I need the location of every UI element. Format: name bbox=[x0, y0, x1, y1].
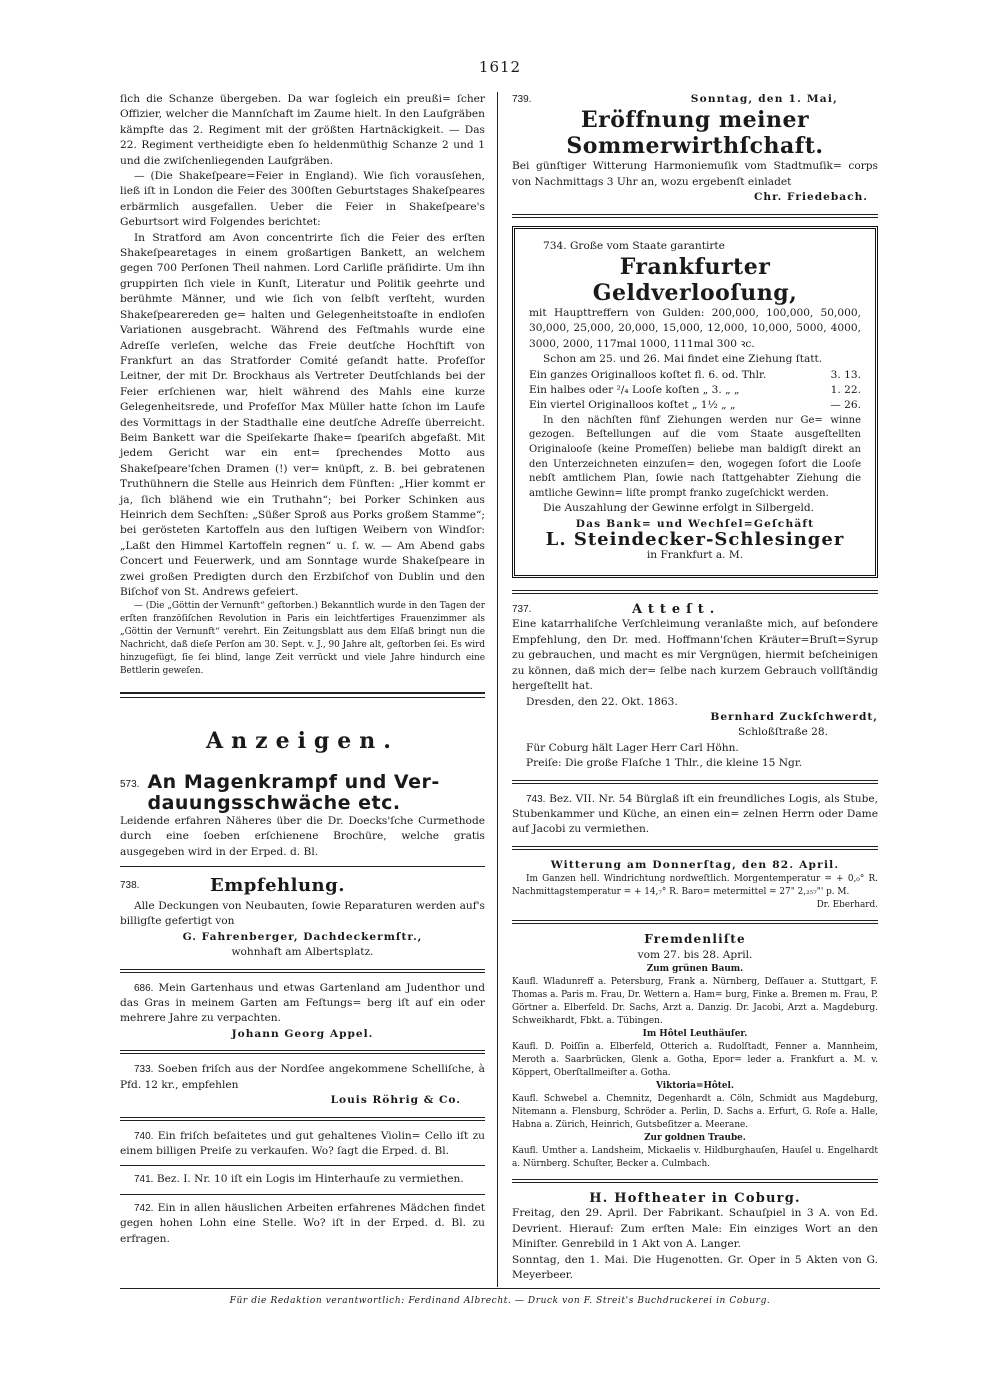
ad-text: Mein Gartenhaus und etwas Gartenland am Judenthor und das Gras in meinem Garten am Feſtungs= berg iſt auf ein oder mehrere Jahre zu verpachten. bbox=[120, 981, 485, 1025]
separator bbox=[120, 1117, 485, 1121]
separator bbox=[120, 1165, 485, 1166]
ad-signature: Louis Röhrig & Co. bbox=[330, 1094, 461, 1107]
separator bbox=[120, 866, 485, 867]
ad-738 bbox=[120, 873, 485, 961]
firm-line-1: Das Bank= und Wechſel=Geſchäft bbox=[575, 517, 815, 530]
ad-payout-info: Die Auszahlung der Gewinne erfolgt in Silbergeld. bbox=[543, 502, 815, 515]
ad-prizes: mit Haupttreffern von Gulden: 200,000, 100,000, 50,000, 30,000, 25,000, 20,000, 15,000, 12,000, 10,000, 5000, 4000, 3000, 2000, 117mal 1000, 111mal 300 ꝛc. bbox=[529, 307, 861, 350]
separator bbox=[512, 920, 878, 924]
price-label: Ein viertel Originalloos koſtet „ 1½ „ „ bbox=[529, 399, 736, 412]
ad-headline: Frankfurter Geldverlooſung, bbox=[592, 254, 798, 307]
price-row bbox=[529, 398, 861, 413]
hotel-heading: Zur goldnen Traube. bbox=[644, 1132, 746, 1143]
ad-date: Sonntag, den 1. Mai, bbox=[690, 93, 838, 105]
price-value: 3. 13. bbox=[830, 368, 861, 381]
ad-number: 573. bbox=[120, 778, 140, 790]
price-label: Ein ganzes Originalloos koſtet fl. 6. od. Thlr. bbox=[529, 368, 767, 381]
weather-text: Im Ganzen hell. Windrichtung nordweſtlich. Morgentemperatur = + 0,₀° R. Nachmittagstemperatur = + 14,₇° R. Baro= metermittel = 27" 2,₂₅₇"' p. M. bbox=[512, 874, 878, 898]
ad-number: 741. bbox=[134, 1174, 154, 1186]
separator bbox=[120, 969, 485, 973]
ad-text: Ein in allen häuslichen Arbeiten erfahrenes Mädchen findet gegen hohen Lohn eine Stelle. Wo? iſt in der Erped. d. Bl. zu erfragen. bbox=[120, 1201, 485, 1245]
theater-sunday: Sonntag, den 1. Mai. Die Hugenotten. Gr. Oper in 5 Akten von G. Meyerbeer. bbox=[512, 1253, 878, 1281]
left-column bbox=[120, 92, 485, 1252]
ad-number: 738. bbox=[120, 880, 140, 892]
ad-order-info: In den nächſten fünf Ziehungen werden nur Ge= winne gezogen. Beſtellungen auf die vom Staate ausgeſtellten Originalooſe (keine Promeſſen) beliebe man baldigſt direkt an den Unterzeichneten einzuſen= den, wogegen ſofort die Looſe nebſt amtlichem Plan, ſowie nach ſtattgehabter Ziehung die amtliche Gewinn= liſte prompt franko zugeſchickt werden. bbox=[529, 414, 861, 499]
theater-program bbox=[512, 1191, 878, 1283]
ad-depot: Für Coburg hält Lager Herr Carl Höhn. bbox=[526, 741, 739, 754]
ad-text: Alle Deckungen von Neubauten, ſowie Reparaturen werden auf's billigſte gefertigt von bbox=[120, 900, 485, 928]
ad-739 bbox=[512, 92, 878, 206]
ad-headline: An Magenkrampf und Ver- dauungsschwäche etc. bbox=[147, 770, 440, 814]
ad-signature: Bernhard Zuckſchwerdt, bbox=[710, 710, 878, 723]
ad-number: 743. bbox=[526, 793, 546, 805]
ad-number: 739. bbox=[512, 94, 532, 105]
firm-location: in Frankfurt a. M. bbox=[646, 548, 744, 561]
hotel-guests: Kaufl. Wladunreff a. Petersburg, Frank a. Nürnberg, Deſſauer a. Stuttgart, F. Thomas a. Paris m. Frau, Dr. Wettern a. Ham= burg, Finke a. Bremen m. Frau, P. Görtner a. Elberfeld. Dr. Sachs, Arzt a. Danzig. Dr. Jacobi, Arzt a. Magdeburg. Schweikhardt, Fbkt. a. Tübingen. bbox=[512, 976, 878, 1026]
separator bbox=[512, 846, 878, 850]
ad-headline: Eröffnung meiner Sommerwirthſchaft. bbox=[566, 107, 824, 160]
page-number: 1612 bbox=[478, 58, 522, 76]
ad-text: Soeben friſch aus der Nordſee angekommene Schelliſche, à Pfd. 12 kr., empfehlen bbox=[120, 1063, 486, 1091]
separator bbox=[120, 1050, 485, 1054]
theater-title: H. Hoftheater in Coburg. bbox=[589, 1190, 801, 1206]
price-value: — 26. bbox=[830, 399, 861, 412]
ad-prices: Preiſe: Die große Flaſche 1 Thlr., die kleine 15 Ngr. bbox=[526, 757, 803, 770]
column-divider bbox=[497, 92, 498, 1287]
ad-headline: Empfehlung. bbox=[210, 875, 345, 897]
ad-text: Leidende erfahren Näheres über die Dr. Doecks'ſche Curmethode durch eine ſoeben erſchienene Brochüre, welche gratis ausgegeben wird in der Erped. d. Bl. bbox=[120, 814, 485, 858]
ad-text: Bei günſtiger Witterung Harmoniemuſik vom Stadtmuſik= corps von Nachmittags 3 Uhr an, wozu ergebenſt einladet bbox=[512, 160, 878, 188]
ad-number: 686. bbox=[134, 982, 154, 994]
theater-friday: Freitag, den 29. April. Der Fabrikant. Schauſpiel in 3 A. von Ed. Devrient. Hierauf: Zum erſten Male: Ein einziges Wort an den Miniſter. Genrebild in 1 Akt von A. Langer. bbox=[512, 1207, 878, 1251]
guest-list-title: Fremdenliſte bbox=[644, 932, 746, 947]
price-row bbox=[529, 368, 861, 383]
imprint-footer: Für die Redaktion verantwortlich: Ferdinand Albrecht. — Druck von F. Streit's Buchdruckerei in Coburg. bbox=[229, 1296, 771, 1306]
ad-734-lottery-box bbox=[512, 226, 878, 578]
ad-address: Schloßſtraße 28. bbox=[738, 726, 828, 739]
ad-737 bbox=[512, 602, 878, 771]
ad-740 bbox=[120, 1129, 485, 1160]
article-shakespeare-intro: — (Die Shakeſpeare=Feier in England). Wie ſich vorausſehen, ließ iſt in London die Feier des 300ſten Geburtstages Shakeſpeares erbärmlich ausgefallen. Ueber die Feier in Shakeſpeare's Geburtsort wird Folgendes berichtet: bbox=[120, 170, 485, 229]
ad-intro: 734. Große vom Staate garantirte bbox=[543, 239, 725, 252]
separator bbox=[512, 214, 878, 218]
weather-title: Witterung am Donnerſtag, den 82. April. bbox=[550, 858, 840, 871]
ad-text: Bez. VII. Nr. 54 Bürglaß iſt ein freundliches Logis, als Stube, Stubenkammer und Küche, an einen ein= zelnen Herrn oder Dame auf Jacobi zu vermiethen. bbox=[512, 792, 878, 836]
ad-733 bbox=[120, 1062, 485, 1108]
hotel-guests: Kaufl. D. Poiſſin a. Elberfeld, Otterich a. Rudolſtadt, Fenner a. Mannheim, Meroth a. Saarbrücken, Glenk a. Gotha, Epor= leder a. Frankfurt a. M. v. Köppert, Oberſtallmeiſter a. Gotha. bbox=[512, 1041, 878, 1078]
ad-signature: Johann Georg Appel. bbox=[231, 1027, 374, 1040]
separator bbox=[512, 780, 878, 784]
ad-draw-date: Schon am 25. und 26. Mai findet eine Ziehung ſtatt. bbox=[543, 353, 823, 366]
ad-743 bbox=[512, 792, 878, 838]
firm-name: L. Steindecker-Schlesinger bbox=[545, 529, 845, 551]
ad-signature-address: wohnhaft am Albertsplatz. bbox=[231, 946, 374, 959]
ad-text: Bez. I. Nr. 10 iſt ein Logis im Hinterhauſe zu vermiethen. bbox=[156, 1173, 464, 1186]
ad-place-date: Dresden, den 22. Okt. 1863. bbox=[526, 695, 678, 708]
hotel-guests: Kaufl. Umther a. Landsheim, Mickaelis v. Hildburghauſen, Hauſel u. Engelhardt a. Nürnberg. Schuſter, Becker a. Culmbach. bbox=[512, 1145, 878, 1169]
article-goettin-vernunft: — (Die „Göttin der Vernunft“ geſtorben.) Bekanntlich wurde in den Tagen der erſten franzöſiſchen Revolution in Paris ein leichtfertiges Frauenzimmer als „Göttin der Vernunft“ verehrt. Ein Zeitungsblatt aus dem Elſaß bringt nun die Nachricht, daß dieſe Perſon am 30. Sept. v. J., 90 Jahre alt, geſtorben ſei. Es wird hinzugefügt, ſie ſei blind, lange Zeit verrückt und viele Jahre hindurch eine Bettlerin geweſen. bbox=[120, 601, 485, 677]
separator bbox=[512, 1179, 878, 1183]
hotel-guests: Kaufl. Schwebel a. Chemnitz, Degenhardt a. Cöln, Schmidt aus Magdeburg, Nitemann a. Flensburg, Schröder a. Perlin, D. Sachs a. Erfurt, G. Roſe a. Halle, Habna a. Zürich, Heinrich, Gutsbeſitzer a. Meerane. bbox=[512, 1093, 878, 1130]
article-para-1: ſich die Schanze übergeben. Da war ſogleich ein preußi= ſcher Offizier, welcher die Mannſchaft im Zaume hielt. In den Laufgräben kämpfte das 2. Regiment mit der größten Hartnäckigkeit. — Das 22. Regiment vertheidigte eben ſo heldenmüthig Schanze 2 und 1 und die zwiſchenliegenden Laufgräben. bbox=[120, 93, 485, 167]
right-column bbox=[512, 92, 878, 1288]
hotel-heading: Viktoria=Hôtel. bbox=[655, 1080, 735, 1091]
separator bbox=[512, 590, 878, 594]
ad-number: 737. bbox=[512, 604, 532, 616]
ad-signature: Chr. Friedebach. bbox=[753, 191, 868, 204]
hotel-heading: Im Hôtel Leuthäuſer. bbox=[642, 1028, 748, 1039]
ad-text: Ein friſch beſaitetes und gut gehaltenes Violin= Cello iſt zu einem billigen Preiſe zu verkaufen. Wo? ſagt die Erped. d. Bl. bbox=[120, 1129, 485, 1157]
price-row bbox=[529, 383, 861, 398]
ad-742 bbox=[120, 1201, 485, 1247]
separator-double bbox=[120, 692, 485, 698]
guest-list bbox=[512, 932, 878, 1171]
weather-signature: Dr. Eberhard. bbox=[816, 900, 878, 911]
section-title-anzeigen: Anzeigen. bbox=[206, 728, 399, 755]
hotel-heading: Zum grünen Baum. bbox=[646, 963, 744, 974]
separator bbox=[120, 1194, 485, 1195]
ad-573 bbox=[120, 772, 485, 860]
ad-686 bbox=[120, 981, 485, 1043]
weather-report bbox=[512, 858, 878, 912]
ad-headline: Atteſt. bbox=[632, 602, 721, 618]
ad-text: Eine katarrhaliſche Verſchleimung veranlaßte mich, auf beſondere Empfehlung, den Dr. med. Hoffmann'ſchen Kräuter=Bruſt=Syrup zu gebrauchen, und macht es mir Vergnügen, hiermit beſcheinigen zu können, daß mich der= ſelbe nach kurzem Gebrauch vollſtändig hergeſtellt hat. bbox=[512, 618, 878, 693]
ad-741 bbox=[120, 1172, 485, 1187]
ad-number: 740. bbox=[134, 1130, 154, 1142]
price-value: 1. 22. bbox=[830, 384, 861, 397]
ad-number: 733. bbox=[134, 1064, 154, 1076]
price-label: Ein halbes oder ²/₄ Looſe koſten „ 3. „ „ bbox=[529, 384, 740, 397]
guest-list-date: vom 27. bis 28. April. bbox=[637, 948, 753, 961]
ad-signature: G. Fahrenberger, Dachdeckermſtr., bbox=[182, 930, 423, 943]
ad-number: 742. bbox=[134, 1202, 154, 1214]
article-shakespeare-body: In Stratford am Avon concentrirte ſich die Feier des erſten Shakeſpearetages in einem großartigen Bankett, an welchem gegen 700 Perſonen Theil nahmen. Lord Carliſle präſidirte. Um ihn gruppirten ſich viele in Kunſt, Literatur und Politik geehrte und berühmte Männer, und wie ſich von ſelbſt verſteht, wurden Shakeſpearereden ge= halten und Gelegenheitstoaſte in endloſen Variationen ausgebracht. Während des Feſtmahls wurde eine Adreſſe verleſen, welche das Freie deutſche Hochſtift von Frankfurt an das Stratforder Comité geſandt hatte. Profeſſor Leitner, der mit Dr. Brockhaus als Vertreter Deutſchlands bei der Feier erſchienen war, hielt während des Mahls eine kurze Gelegenheitsrede, und Profeſſor Max Müller hatte ſchon im Laufe des Vormittags in der Stadthalle eine deutſche Adreſſe überreicht. Beim Bankett war die Speiſekarte ſhake= ſpeariſch abgefaßt. Mit jedem Gericht war ein ent= ſprechendes Motto aus Shakeſpeare'ſchen Dramen (!) ver= knüpft, z. B. bei gebratenen Truthühnern die Stelle aus Heinrich dem Fünften: „Hier kommt er ja, ſich blähend wie ein Truthahn“; bei Porker Schinken aus Heinrich dem Sechſten: „Süßer Sproß aus Porks großem Stamme“; bei gerösteten Kartoffeln aus den luſtigen Weibern von Windſor: „Laßt den Himmel Kartoffeln regnen“ u. ſ. w. — Am Abend gabs Concert und Feuerwerk, und am Sonntage wurde Shakeſpeare in zwei großen Predigten durch den Erzbiſchof von Dublin und den Biſchof von St. Andrews gefeiert. bbox=[120, 231, 485, 598]
footer-rule bbox=[120, 1288, 880, 1289]
